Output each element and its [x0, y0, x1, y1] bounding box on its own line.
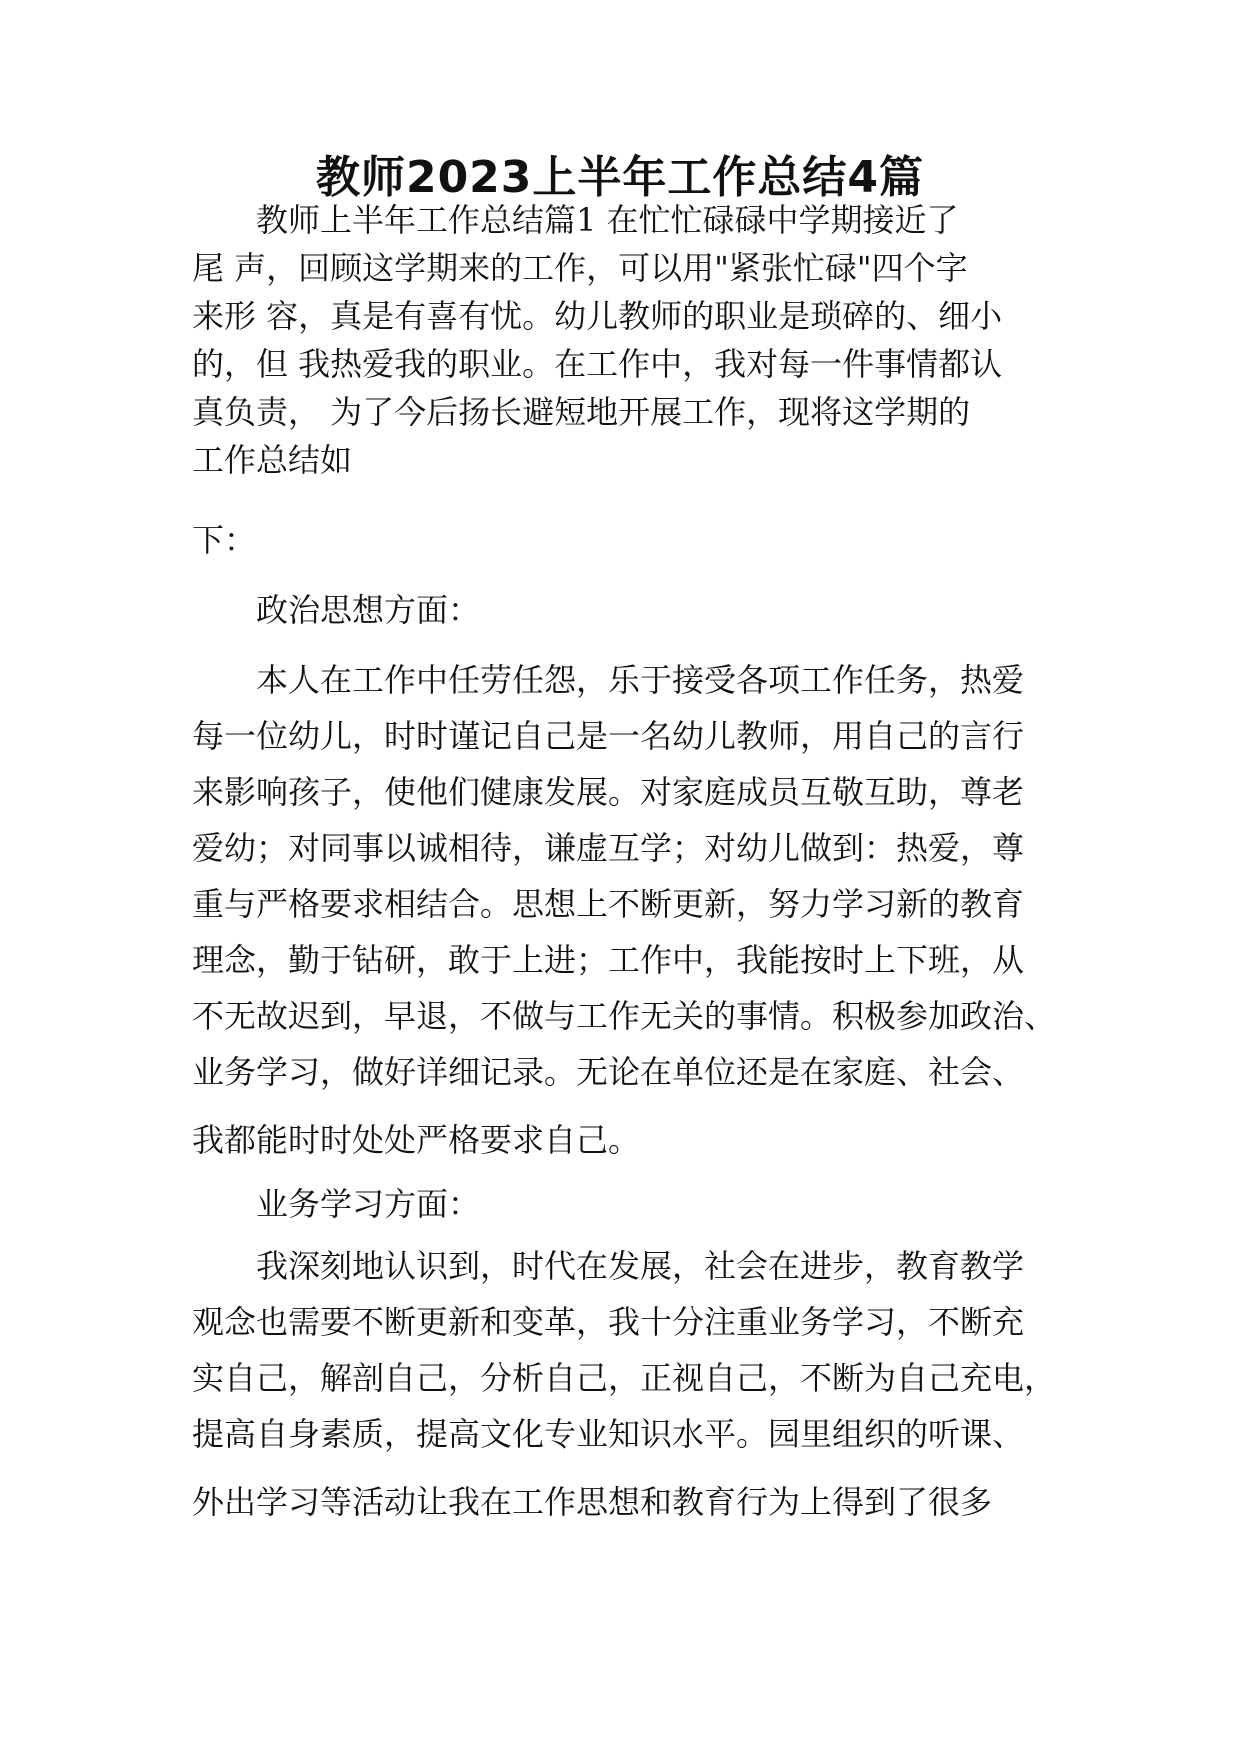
- text-line: 每一位幼儿，时时谨记自己是一名幼儿教师，用自己的言行: [192, 717, 1025, 755]
- text-line: 提高自身素质，提高文化专业知识水平。园里组织的听课、: [192, 1415, 1025, 1453]
- text-line: 我深刻地认识到，时代在发展，社会在进步，教育教学: [256, 1247, 1025, 1285]
- text-line: 尾 声，回顾这学期来的工作，可以用"紧张忙碌"四个字: [192, 249, 968, 287]
- document-title: 教师2023上半年工作总结4篇: [315, 152, 925, 203]
- text-line: 不无故迟到，早退，不做与工作无关的事情。积极参加政治、: [192, 997, 1057, 1035]
- text-line: 重与严格要求相结合。思想上不断更新，努力学习新的教育: [192, 885, 1025, 923]
- text-line: 外出学习等活动让我在工作思想和教育行为上得到了很多: [192, 1483, 993, 1521]
- text-line: 真负责， 为了今后扬长避短地开展工作，现将这学期的: [192, 393, 971, 431]
- text-line: 下：: [192, 521, 257, 559]
- text-line: 来形 容，真是有喜有忧。幼儿教师的职业是琐碎的、细小: [192, 297, 1003, 335]
- text-line: 我都能时时处处严格要求自己。: [192, 1121, 641, 1159]
- text-line: 理念，勤于钻研，敢于上进；工作中，我能按时上下班，从: [192, 941, 1025, 979]
- text-line: 工作总结如: [192, 441, 353, 479]
- text-line: 爱幼；对同事以诚相待，谦虚互学；对幼儿做到：热爱，尊: [192, 829, 1025, 867]
- text-line: 本人在工作中任劳任怨，乐于接受各项工作任务，热爱: [256, 661, 1025, 699]
- section-heading: 业务学习方面：: [256, 1185, 481, 1223]
- text-line: 教师上半年工作总结篇1 在忙忙碌碌中学期接近了: [256, 201, 959, 239]
- section-heading: 政治思想方面：: [256, 591, 481, 629]
- text-line: 业务学习，做好详细记录。无论在单位还是在家庭、社会、: [192, 1053, 1025, 1091]
- text-line: 来影响孩子，使他们健康发展。对家庭成员互敬互助，尊老: [192, 773, 1025, 811]
- text-line: 观念也需要不断更新和变革，我十分注重业务学习，不断充: [192, 1303, 1025, 1341]
- text-line: 的，但 我热爱我的职业。在工作中，我对每一件事情都认: [192, 345, 1003, 383]
- text-line: 实自己，解剖自己，分析自己，正视自己，不断为自己充电，: [192, 1359, 1057, 1397]
